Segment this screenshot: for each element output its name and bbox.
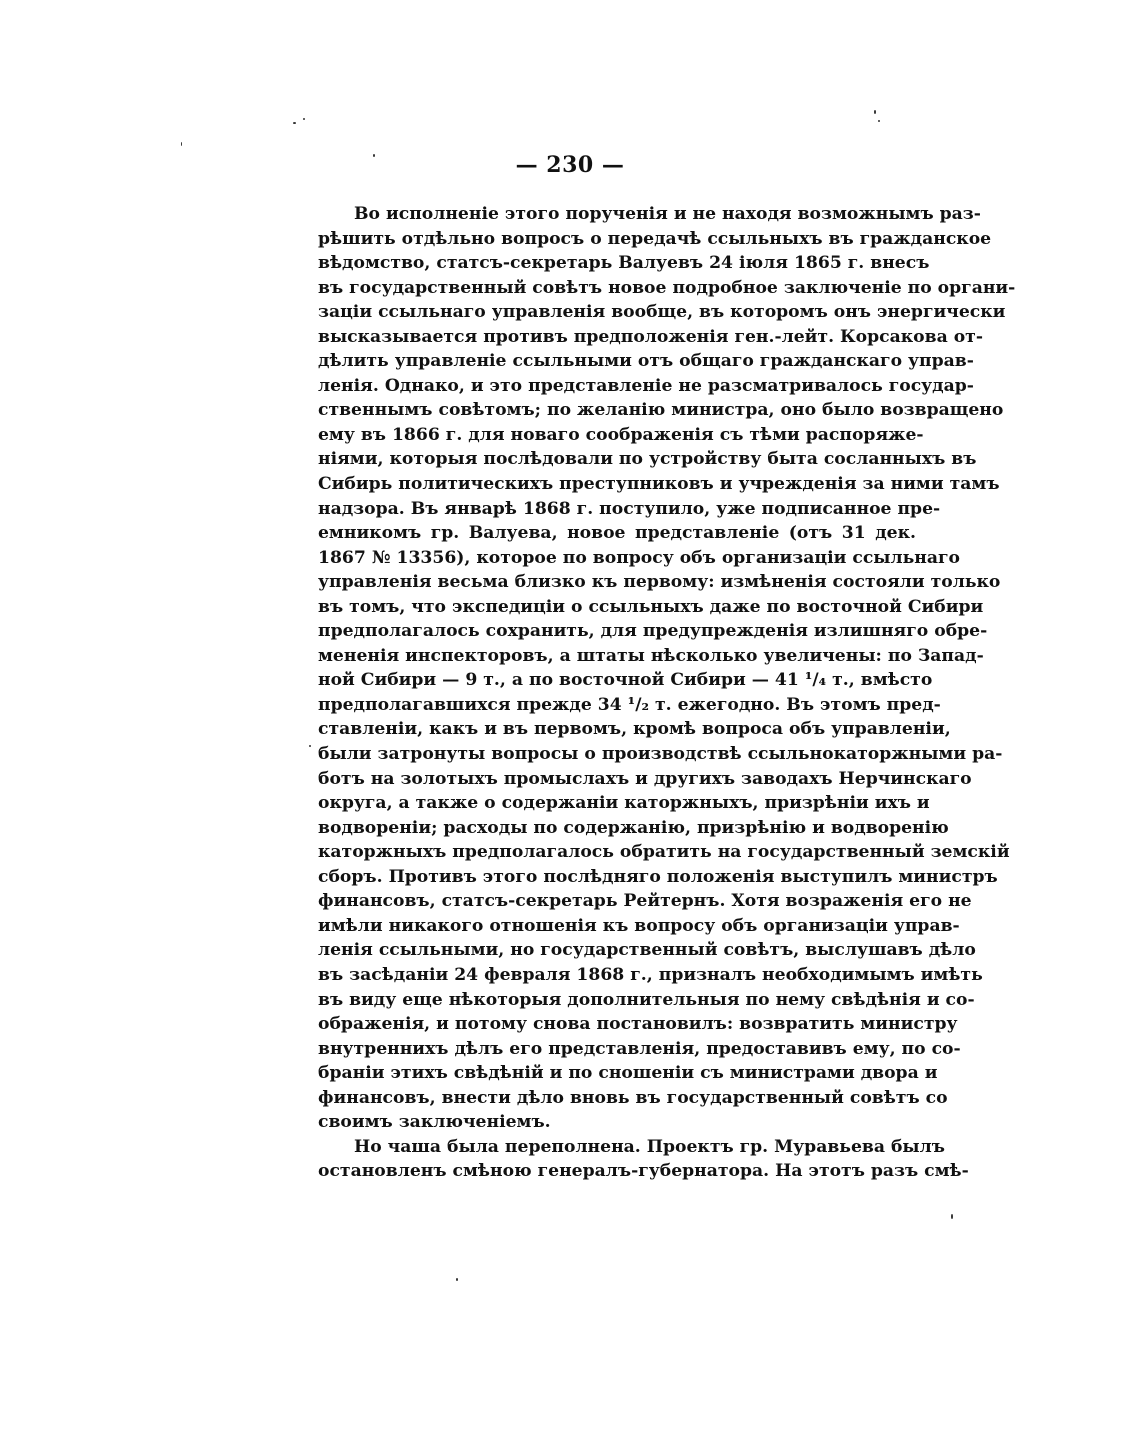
- text-line: 1867 № 13356), которое по вопросу объ организаціи ссыльнаго: [318, 547, 961, 568]
- text-line: округа, а также о содержаніи каторжныхъ, призрѣніи ихъ и: [318, 793, 930, 814]
- text-line: въ виду еще нѣкоторыя дополнительныя по нему свѣдѣнія и со-: [318, 989, 975, 1010]
- text-line: рѣшить отдѣльно вопросъ о передачѣ ссыльныхъ въ гражданское: [318, 228, 992, 249]
- text-line: ніями, которыя послѣдовали по устройству быта сосланныхъ въ: [318, 449, 977, 470]
- text-line: въ томъ, что экспедиціи о ссыльныхъ даже по восточной Сибири: [318, 596, 984, 617]
- scan-speck: [303, 118, 305, 120]
- scan-speck: [373, 154, 375, 157]
- text-line: высказывается противъ предположенія ген.-лейт. Корсакова от-: [318, 326, 983, 347]
- text-line: финансовъ, внести дѣло вновь въ государственный совѣтъ со: [318, 1087, 948, 1108]
- scan-speck: [951, 1214, 953, 1219]
- text-line: Но чаша была переполнена. Проектъ гр. Муравьева былъ: [354, 1136, 945, 1157]
- text-line: ленія. Однако, и это представленіе не разсматривалось государ-: [318, 375, 974, 396]
- text-line: ображенія, и потому снова постановилъ: возвратить министру: [318, 1014, 958, 1035]
- text-line: ственнымъ совѣтомъ; по желанію министра, оно было возвращено: [318, 400, 1004, 421]
- text-block: [318, 202, 1016, 1184]
- scan-speck: [878, 120, 880, 122]
- paragraph: [318, 1135, 969, 1184]
- scan-speck: [181, 142, 182, 146]
- text-line: сборъ. Противъ этого послѣдняго положенія выступилъ министръ: [318, 866, 998, 887]
- text-line: Во исполненіе этого порученія и не находя возможнымъ раз-: [354, 204, 981, 224]
- text-line: въ засѣданіи 24 февраля 1868 г., призналъ необходимымъ имѣть: [318, 964, 983, 985]
- text-line: предполагалось сохранить, для предупрежденія излишняго обре-: [318, 621, 988, 642]
- text-line: емникомъ гр. Валуева, новое представленіе (отъ 31 дек.: [318, 523, 916, 544]
- text-line: заціи ссыльнаго управленія вообще, въ которомъ онъ энергически: [318, 302, 1006, 323]
- text-line: каторжныхъ предполагалось обратить на государственный земскій: [318, 842, 1010, 863]
- text-line: были затронуты вопросы о производствѣ ссыльнокаторжными ра-: [318, 744, 1003, 765]
- text-line: браніи этихъ свѣдѣній и по сношеніи съ министрами двора и: [318, 1063, 938, 1084]
- text-line: дѣлить управленіе ссыльными отъ общаго гражданскаго управ-: [318, 351, 974, 372]
- text-line: мененія инспекторовъ, а штаты нѣсколько увеличены: по Запад-: [318, 645, 984, 666]
- page-number: — 230 —: [515, 152, 625, 178]
- paragraph: [318, 202, 1016, 1135]
- text-line: своимъ заключеніемъ.: [318, 1112, 551, 1133]
- text-line: Сибирь политическихъ преступниковъ и учрежденія за ними тамъ: [318, 474, 1000, 495]
- text-line: ной Сибири — 9 т., а по восточной Сибири — 41 ¹/₄ т., вмѣсто: [318, 670, 933, 691]
- text-line: водвореніи; расходы по содержанію, призрѣнію и водворенію: [318, 817, 949, 838]
- text-line: имѣли никакого отношенія къ вопросу объ организаціи управ-: [318, 915, 960, 936]
- text-line: внутреннихъ дѣлъ его представленія, предоставивъ ему, по со-: [318, 1038, 961, 1059]
- text-line: въ государственный совѣтъ новое подробное заключеніе по органи-: [318, 277, 1016, 298]
- text-line: финансовъ, статсъ-секретарь Рейтернъ. Хотя возраженія его не: [318, 891, 972, 912]
- scan-speck: [293, 122, 296, 124]
- text-line: ботъ на золотыхъ промыслахъ и другихъ заводахъ Нерчинскаго: [318, 768, 972, 789]
- scan-speck: [309, 745, 311, 747]
- text-line: ему въ 1866 г. для новаго соображенія съ тѣми распоряже-: [318, 424, 924, 445]
- text-line: ленія ссыльными, но государственный совѣтъ, выслушавъ дѣло: [318, 940, 976, 961]
- text-line: предполагавшихся прежде 34 ¹/₂ т. ежегодно. Въ этомъ пред-: [318, 694, 941, 715]
- text-line: ставленіи, какъ и въ первомъ, кромѣ вопроса объ управленіи,: [318, 719, 951, 740]
- scan-speck: [456, 1278, 458, 1281]
- text-line: остановленъ смѣною генералъ-губернатора. На этотъ разъ смѣ-: [318, 1161, 969, 1182]
- scan-speck: [874, 110, 876, 114]
- text-line: вѣдомство, статсъ-секретарь Валуевъ 24 іюля 1865 г. внесъ: [318, 253, 930, 274]
- text-line: надзора. Въ январѣ 1868 г. поступило, уже подписанное пре-: [318, 498, 941, 519]
- text-line: управленія весьма близко къ первому: измѣненія состояли только: [318, 572, 1001, 593]
